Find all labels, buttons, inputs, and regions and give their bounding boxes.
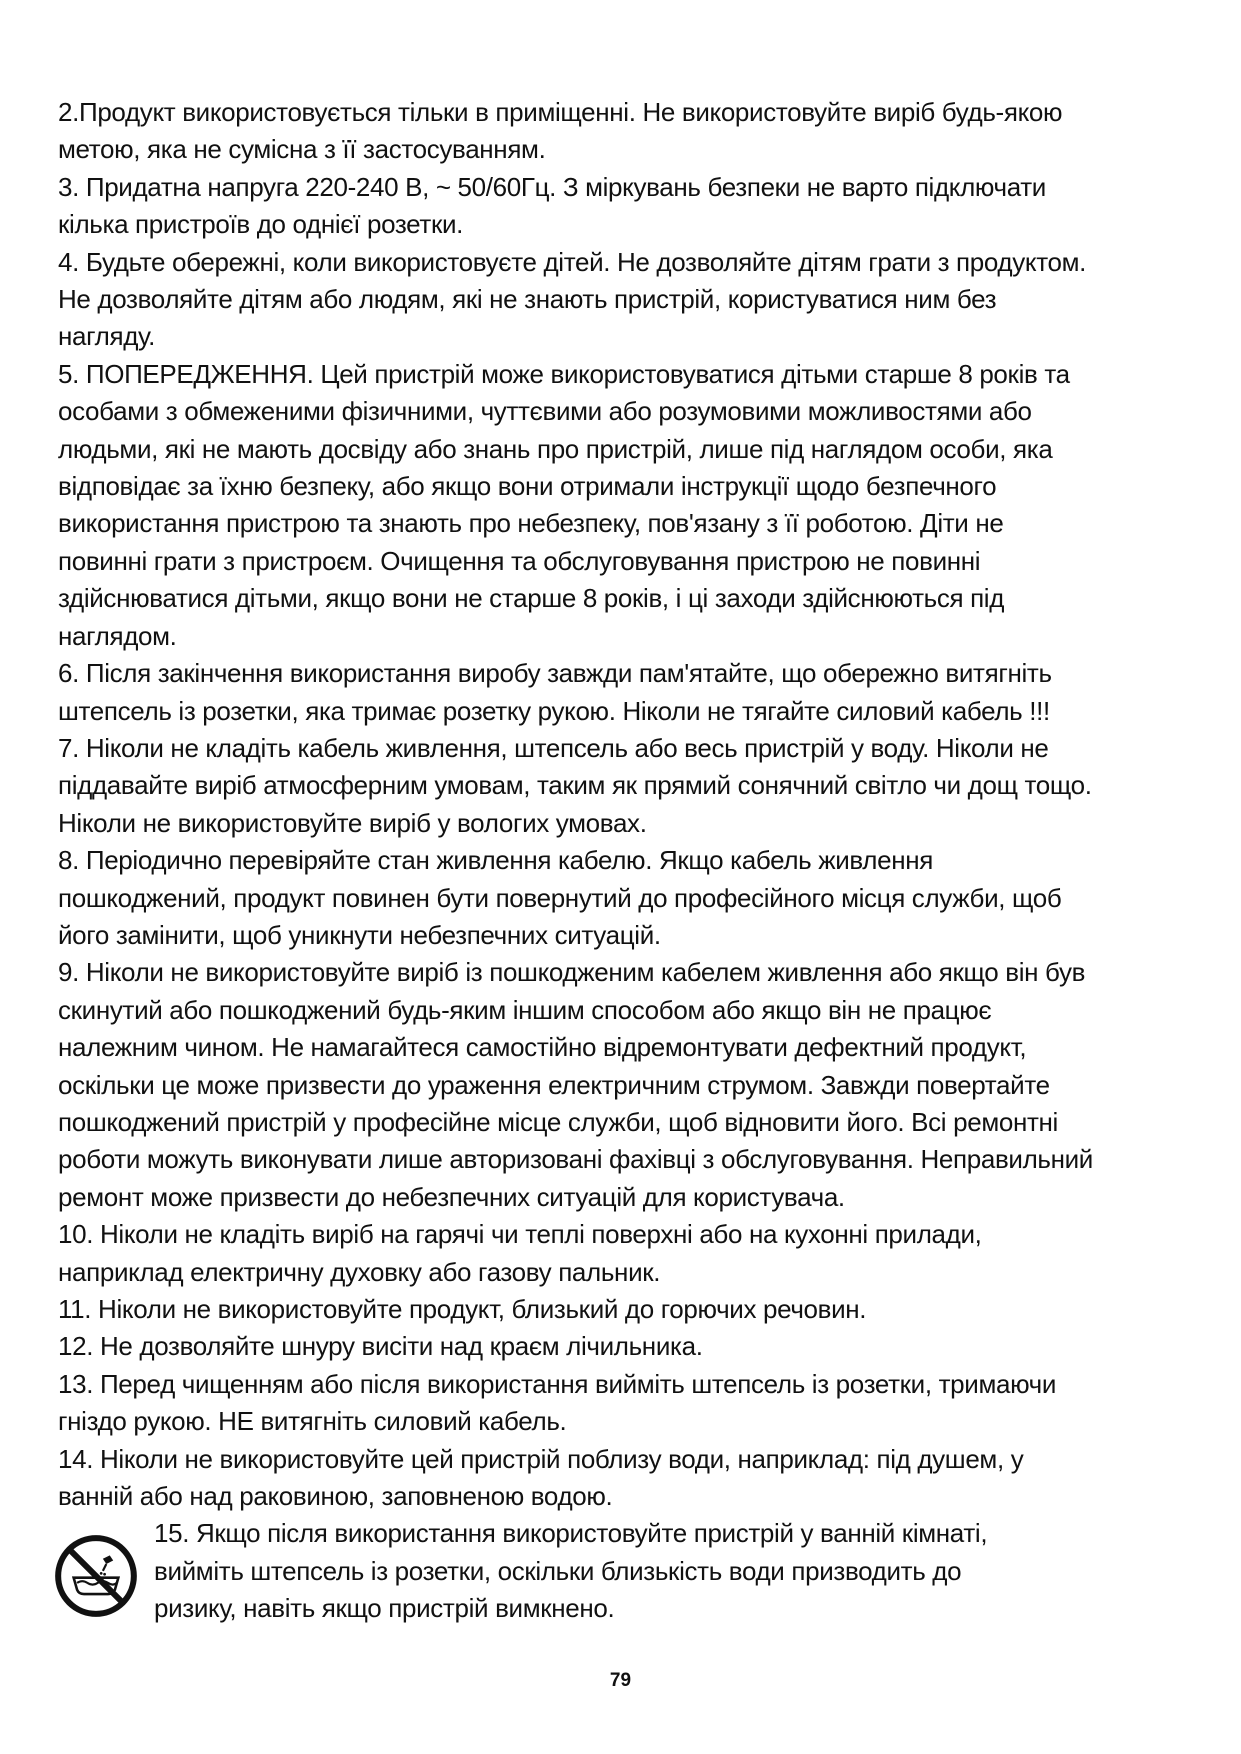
line: ремонт може призвести до небезпечних ситуацій для користувача. bbox=[58, 1181, 845, 1212]
line: належним чином. Не намагайтеся самостійно відремонтувати дефектний продукт, bbox=[58, 1032, 1027, 1063]
line: наприклад електричну духовку або газову пальник. bbox=[58, 1256, 661, 1287]
page-number: 79 bbox=[609, 1670, 632, 1691]
instruction-item-7 bbox=[58, 730, 1198, 842]
warning-block bbox=[58, 1515, 1198, 1639]
line: 7. Ніколи не кладіть кабель живлення, штепсель або весь пристрій у воду. Ніколи не bbox=[58, 732, 1049, 763]
instruction-item-6 bbox=[58, 655, 1198, 730]
line: людьми, які не мають досвіду або знань про пристрій, лише під наглядом особи, яка bbox=[58, 433, 1053, 464]
line: відповідає за їхню безпеку, або якщо вони отримали інструкції щодо безпечного bbox=[58, 471, 997, 502]
instruction-item-12 bbox=[58, 1328, 1198, 1365]
instruction-list bbox=[58, 94, 1198, 1639]
line: 6. Після закінчення використання виробу завжди пам'ятайте, що обережно витягніть bbox=[58, 658, 1052, 689]
line: нагляду. bbox=[58, 321, 155, 352]
instruction-item-5 bbox=[58, 356, 1198, 655]
line: його замінити, щоб уникнути небезпечних ситуацій. bbox=[58, 919, 661, 950]
line: штепсель із розетки, яка тримає розетку рукою. Ніколи не тягайте силовий кабель !!! bbox=[58, 695, 1050, 726]
instruction-item-4 bbox=[58, 244, 1198, 356]
instruction-item-10 bbox=[58, 1216, 1198, 1291]
line: оскільки це може призвести до ураження електричним струмом. Завжди повертайте bbox=[58, 1069, 1050, 1100]
line: 14. Ніколи не використовуйте цей пристрій поблизу води, наприклад: під душем, у bbox=[58, 1443, 1024, 1474]
line: використання пристрою та знають про небезпеку, пов'язану з її роботою. Діти не bbox=[58, 508, 1004, 539]
line: пошкоджений, продукт повинен бути повернутий до професійного місця служби, щоб bbox=[58, 882, 1062, 913]
line: Ніколи не використовуйте виріб у вологих умовах. bbox=[58, 807, 647, 838]
line: 10. Ніколи не кладіть виріб на гарячі чи теплі поверхні або на кухонні прилади, bbox=[58, 1219, 982, 1250]
line: кілька пристроїв до однієї розетки. bbox=[58, 209, 464, 240]
line: вийміть штепсель із розетки, оскільки близькість води призводить до bbox=[154, 1555, 962, 1586]
line: ванній або над раковиною, заповненою водою. bbox=[58, 1481, 613, 1512]
line: ризику, навіть якщо пристрій вимкнено. bbox=[154, 1593, 615, 1624]
line: 2.Продукт використовується тільки в приміщенні. Не використовуйте виріб будь-якою bbox=[58, 97, 1063, 127]
instruction-item-2 bbox=[58, 94, 1198, 169]
line: 4. Будьте обережні, коли використовуєте дітей. Не дозволяйте дітям грати з продуктом. bbox=[58, 246, 1086, 277]
line: Не дозволяйте дітям або людям, які не знають пристрій, користуватися ним без bbox=[58, 284, 997, 315]
line: 11. Ніколи не використовуйте продукт, близький до горючих речовин. bbox=[58, 1294, 867, 1324]
line: повинні грати з пристроєм. Очищення та обслуговування пристрою не повинні bbox=[58, 545, 981, 576]
line: роботи можуть виконувати лише авторизовані фахівці з обслуговування. Неправильний bbox=[58, 1144, 1093, 1175]
line: здійснюватися дітьми, якщо вони не старше 8 років, і ці заходи здійснюються під bbox=[58, 583, 1005, 614]
instruction-item-8 bbox=[58, 842, 1198, 954]
instruction-item-9 bbox=[58, 954, 1198, 1216]
line: 9. Ніколи не використовуйте виріб із пошкодженим кабелем живлення або якщо він був bbox=[58, 957, 1086, 988]
line: 12. Не дозволяйте шнуру висіти над краєм лічильника. bbox=[58, 1331, 703, 1362]
no-water-bathtub-icon bbox=[53, 1533, 139, 1619]
line: 15. Якщо після використання використовуйте пристрій у ванній кімнаті, bbox=[154, 1518, 988, 1549]
line: пошкоджений пристрій у професійне місце служби, щоб відновити його. Всі ремонтні bbox=[58, 1106, 1058, 1137]
line: гніздо рукою. НЕ витягніть силовий кабель. bbox=[58, 1406, 567, 1437]
line: скинутий або пошкоджений будь-яким іншим способом або якщо він не працює bbox=[58, 994, 992, 1025]
instruction-item-3 bbox=[58, 169, 1198, 244]
instruction-item-15 bbox=[154, 1515, 987, 1627]
line: метою, яка не сумісна з її застосуванням. bbox=[58, 134, 546, 165]
instruction-item-14 bbox=[58, 1441, 1198, 1516]
line: 3. Придатна напруга 220-240 В, ~ 50/60Гц. З міркувань безпеки не варто підключати bbox=[58, 171, 1046, 202]
instruction-item-11 bbox=[58, 1291, 1198, 1328]
line: особами з обмеженими фізичними, чуттєвими або розумовими можливостями або bbox=[58, 396, 1032, 427]
line: наглядом. bbox=[58, 620, 177, 651]
instruction-item-13 bbox=[58, 1366, 1198, 1441]
line: піддавайте виріб атмосферним умовам, таким як прямий сонячний світло чи дощ тощо. bbox=[58, 770, 1092, 801]
line: 8. Періодично перевіряйте стан живлення кабелю. Якщо кабель живлення bbox=[58, 845, 933, 876]
line: 5. ПОПЕРЕДЖЕННЯ. Цей пристрій може використовуватися дітьми старше 8 років та bbox=[58, 358, 1070, 389]
line: 13. Перед чищенням або після використання вийміть штепсель із розетки, тримаючи bbox=[58, 1368, 1057, 1399]
